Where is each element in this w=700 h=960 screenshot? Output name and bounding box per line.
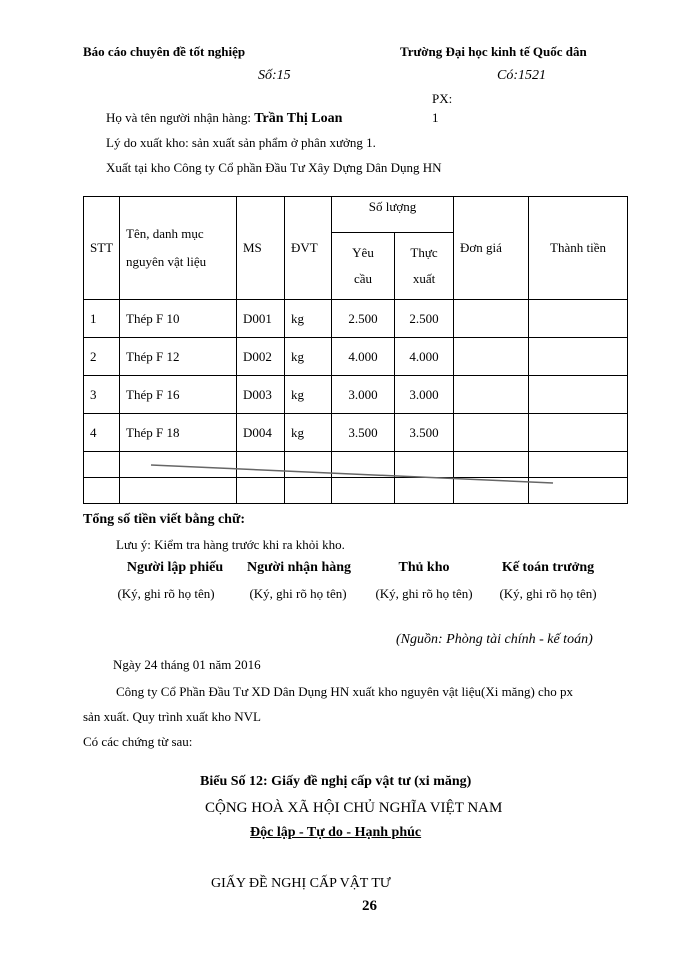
cell-dvt: kg bbox=[285, 414, 332, 452]
table-row bbox=[84, 376, 628, 414]
receiver-name: Trần Thị Loan bbox=[254, 111, 343, 126]
cell-act: 3.000 bbox=[395, 376, 454, 414]
cell-req: 2.500 bbox=[332, 300, 395, 338]
vouchers-line: Có các chứng từ sau: bbox=[83, 734, 193, 749]
cell-price bbox=[454, 338, 529, 376]
cell-ms: D002 bbox=[237, 338, 285, 376]
cell-act: 3.500 bbox=[395, 414, 454, 452]
cell-act: 2.500 bbox=[395, 300, 454, 338]
cell-dvt: kg bbox=[285, 338, 332, 376]
header-requested: Yêu cầu bbox=[332, 233, 395, 300]
cell-total bbox=[529, 376, 628, 414]
header-dvt: ĐVT bbox=[285, 197, 332, 300]
republic-title: CỘNG HOÀ XÃ HỘI CHỦ NGHĨA VIỆT NAM bbox=[205, 800, 503, 816]
table-row bbox=[84, 338, 628, 376]
header-total: Thành tiền bbox=[529, 197, 628, 300]
note: Lưu ý: Kiểm tra hàng trước khi ra khỏi kho. bbox=[116, 537, 345, 552]
px-value: 1 bbox=[432, 110, 439, 125]
header-unit-price: Đơn giá bbox=[454, 197, 529, 300]
cell-req: 3.000 bbox=[332, 376, 395, 414]
cell-stt: 2 bbox=[84, 338, 120, 376]
cell-name: Thép F 12 bbox=[120, 338, 237, 376]
cell-price bbox=[454, 300, 529, 338]
cell-dvt: kg bbox=[285, 300, 332, 338]
receiver-line bbox=[106, 110, 342, 127]
paragraph-line-2: sản xuất. Quy trình xuất kho NVL bbox=[83, 709, 262, 724]
sig-title-chief-accountant: Kế toán trưởng bbox=[501, 560, 595, 575]
bieu-title: Biểu Số 12: Giấy đề nghị cấp vật tư (xi măng) bbox=[200, 774, 472, 789]
cell-stt: 4 bbox=[84, 414, 120, 452]
table-row bbox=[84, 414, 628, 452]
doc-number: Số:15 bbox=[258, 68, 291, 83]
source-note: (Nguồn: Phòng tài chính - kế toán) bbox=[396, 632, 593, 647]
table-row bbox=[84, 300, 628, 338]
strike-line bbox=[83, 455, 627, 495]
motto: Độc lập - Tự do - Hạnh phúc bbox=[250, 825, 422, 840]
cell-name: Thép F 18 bbox=[120, 414, 237, 452]
report-header-left: Báo cáo chuyên đề tốt nghiệp bbox=[83, 44, 246, 59]
cell-name: Thép F 10 bbox=[120, 300, 237, 338]
px-label: PX: bbox=[432, 91, 453, 106]
cell-req: 4.000 bbox=[332, 338, 395, 376]
cell-total bbox=[529, 300, 628, 338]
sig-title-storekeeper: Thủ kho bbox=[398, 560, 450, 575]
sig-sub-chief-accountant: (Ký, ghi rõ họ tên) bbox=[499, 586, 597, 601]
page-number: 26 bbox=[362, 898, 377, 914]
cell-ms: D003 bbox=[237, 376, 285, 414]
date-line: Ngày 24 tháng 01 năm 2016 bbox=[113, 657, 261, 672]
cell-stt: 1 bbox=[84, 300, 120, 338]
header-stt: STT bbox=[84, 197, 120, 300]
cell-act: 4.000 bbox=[395, 338, 454, 376]
reason-line: Lý do xuất kho: sản xuất sản phẩm ở phân xưởng 1. bbox=[106, 135, 376, 150]
paragraph-line-1: Công ty Cổ Phần Đầu Tư XD Dân Dụng HN xuất kho nguyên vật liệu(Xi măng) cho px bbox=[116, 684, 574, 699]
header-ms: MS bbox=[237, 197, 285, 300]
sig-title-receiver: Người nhận hàng bbox=[246, 560, 352, 575]
receiver-label: Họ và tên người nhận hàng: bbox=[106, 110, 251, 125]
total-in-words: Tổng số tiền viết bằng chữ: bbox=[83, 512, 246, 527]
sig-sub-storekeeper: (Ký, ghi rõ họ tên) bbox=[375, 586, 473, 601]
form-title: GIẤY ĐỀ NGHỊ CẤP VẬT TƯ bbox=[211, 876, 391, 891]
credit-account: Có:1521 bbox=[497, 68, 546, 83]
cell-ms: D004 bbox=[237, 414, 285, 452]
sig-sub-preparer: (Ký, ghi rõ họ tên) bbox=[117, 586, 215, 601]
header-material-name: Tên, danh mục nguyên vật liệu bbox=[120, 197, 237, 300]
header-actual: Thực xuất bbox=[395, 233, 454, 300]
sig-sub-receiver: (Ký, ghi rõ họ tên) bbox=[249, 586, 347, 601]
warehouse-line: Xuất tại kho Công ty Cổ phần Đầu Tư Xây Dựng Dân Dụng HN bbox=[106, 160, 442, 175]
cell-price bbox=[454, 376, 529, 414]
cell-ms: D001 bbox=[237, 300, 285, 338]
cell-dvt: kg bbox=[285, 376, 332, 414]
header-quantity: Số lượng bbox=[332, 197, 454, 233]
cell-price bbox=[454, 414, 529, 452]
report-header-right: Trường Đại học kinh tế Quốc dân bbox=[400, 44, 587, 59]
sig-title-preparer: Người lập phiếu bbox=[126, 560, 224, 575]
cell-total bbox=[529, 414, 628, 452]
cell-stt: 3 bbox=[84, 376, 120, 414]
cell-req: 3.500 bbox=[332, 414, 395, 452]
cell-name: Thép F 16 bbox=[120, 376, 237, 414]
cell-total bbox=[529, 338, 628, 376]
